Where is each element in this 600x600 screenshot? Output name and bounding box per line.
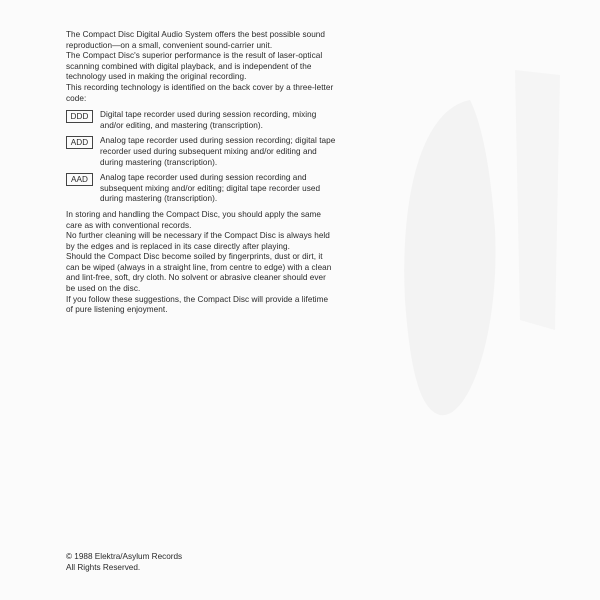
- liner-text-block: [66, 30, 336, 316]
- intro-paragraph-1: The Compact Disc Digital Audio System offers the best possible sound reproduction—on a small, convenient sound-carrier unit.: [66, 30, 326, 50]
- ghost-letter-shape-right: [515, 70, 560, 330]
- code-row-aad: [66, 173, 336, 205]
- closing-paragraph: If you follow these suggestions, the Compact Disc will provide a lifetime of pure listening enjoyment.: [66, 294, 329, 315]
- code-badge: DDD: [66, 110, 93, 123]
- code-description: Digital tape recorder used during session recording, mixing and/or editing, and mastering (transcription).: [100, 110, 317, 130]
- intro-paragraph-2: The Compact Disc's superior performance is the result of laser-optical scanning combined with digital playback, and is independent of the technology used in making the original recording.: [66, 51, 323, 82]
- care-paragraph-2: No further cleaning will be necessary if the Compact Disc is always held by the edges and is replaced in its case directly after playing.: [66, 231, 330, 251]
- copyright-line: © 1988 Elektra/Asylum Records: [66, 552, 183, 561]
- code-badge: ADD: [66, 136, 93, 149]
- code-description: Analog tape recorder used during session recording and subsequent mixing and/or editing; digital tape recorder used during mastering (transcription).: [100, 173, 321, 204]
- code-description: Analog tape recorder used during session recording; digital tape recorder used during subsequent mixing and/or editing and during mastering (transcription).: [100, 136, 336, 167]
- code-row-add: [66, 136, 336, 168]
- copyright-footer: [66, 552, 182, 573]
- care-paragraph-1: In storing and handling the Compact Disc, you should apply the same care as with conventional records.: [66, 209, 322, 230]
- care-paragraph-3: Should the Compact Disc become soiled by fingerprints, dust or dirt, it can be wiped (always in a straight line, from centre to edge) with a clean and lint-free, soft, dry cloth. No solvent or abrasive cleaner should ever be used on the disc.: [66, 252, 332, 294]
- code-badge: AAD: [66, 173, 93, 186]
- code-row-ddd: [66, 110, 336, 131]
- ghost-letter-shape: [404, 100, 495, 415]
- rights-line: All Rights Reserved.: [66, 562, 141, 572]
- intro-paragraph-3: This recording technology is identified on the back cover by a three-letter code:: [66, 82, 334, 103]
